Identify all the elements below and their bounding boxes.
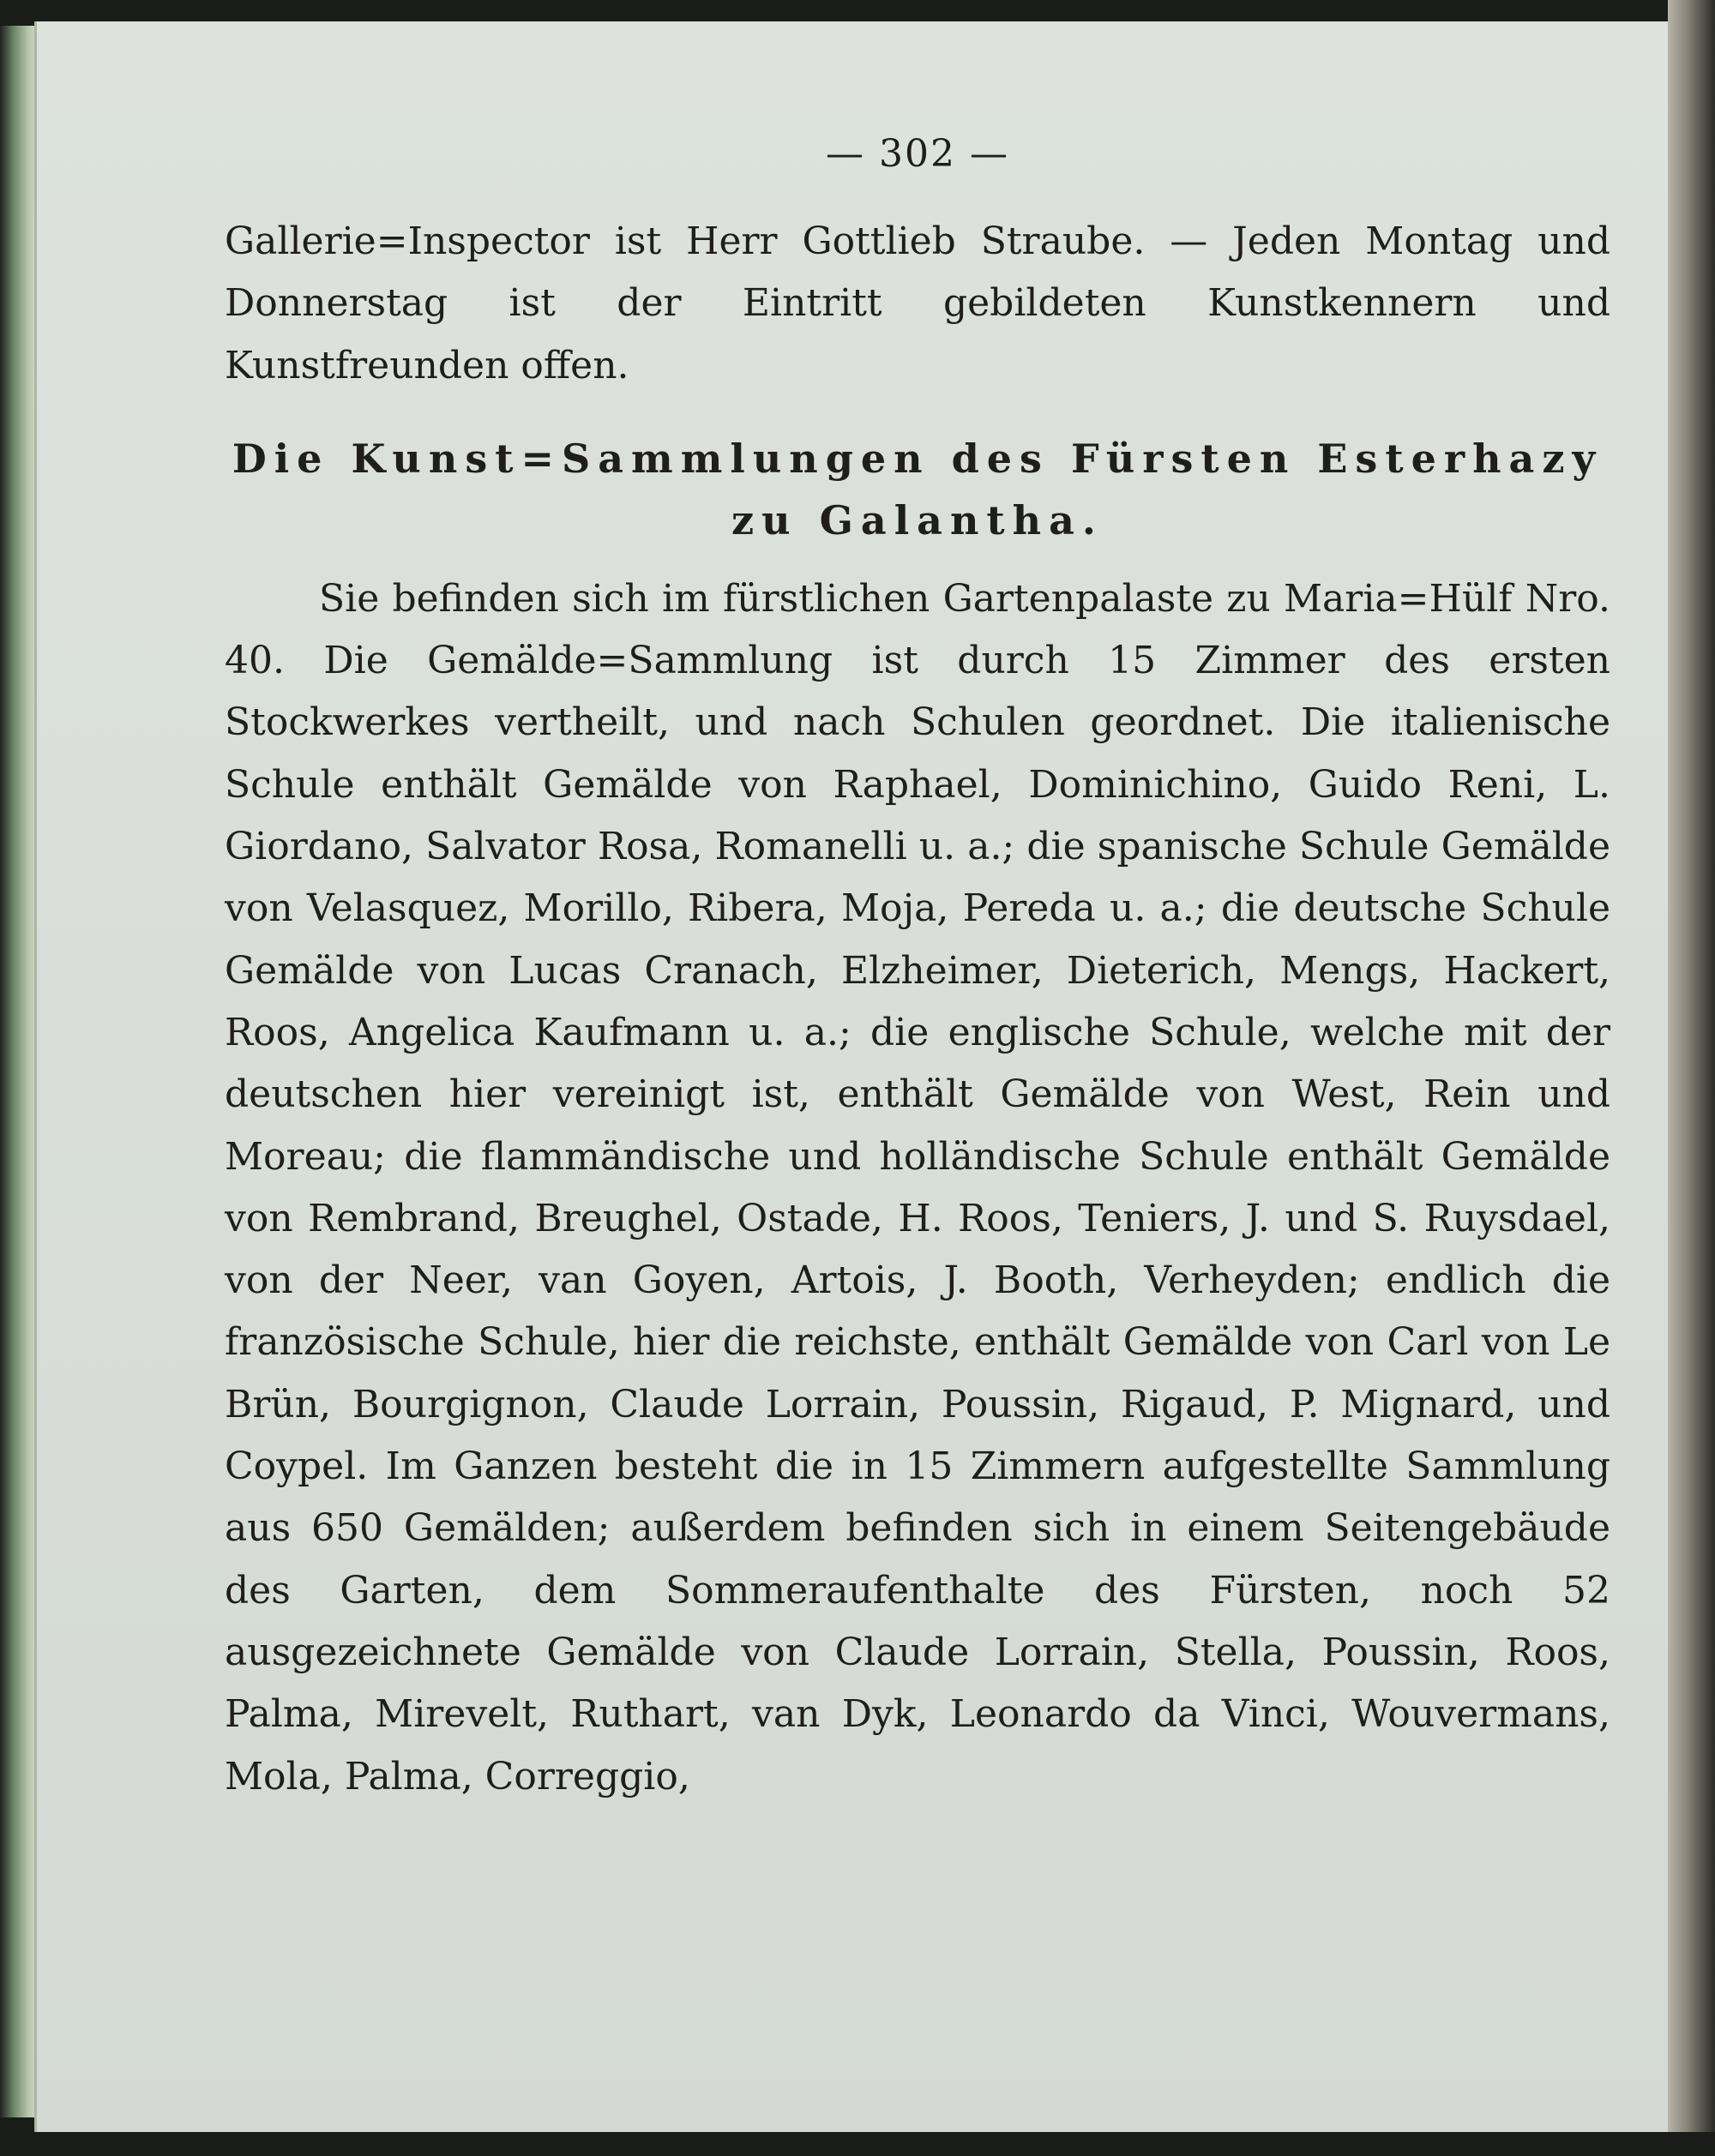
page-right-edge: [1668, 0, 1715, 2156]
bottom-edge: [0, 2132, 1715, 2156]
section-heading: [225, 428, 1610, 551]
page-text-block: [225, 129, 1610, 1808]
paragraph-gallery-inspector: Gallerie=Inspector ist Herr Gottlieb Straube. — Jeden Montag und Donnerstag ist der Eintritt gebildeten Kunstkennern und Kunstfreunden offen.: [225, 219, 1610, 387]
section-heading-line-1: Die Kunst=Sammlungen des Fürsten Esterhazy: [232, 435, 1604, 482]
section-heading-line-2: zu Galantha.: [731, 496, 1104, 544]
page-number: — 302 —: [826, 132, 1009, 176]
paragraph-collections: Sie befinden sich im fürstlichen Gartenpalaste zu Maria=Hülf Nro. 40. Die Gemälde=Sammlung ist durch 15 Zimmer des ersten Stockwerkes vertheilt, und nach Schulen geordnet. Die italienische Schule enthält Gemälde von Raphael, Dominichino, Guido Reni, L. Giordano, Salvator Rosa, Romanelli u. a.; die spanische Schule Gemälde von Velasquez, Morillo, Ribera, Moja, Pereda u. a.; die deutsche Schule Gemälde von Lucas Cranach, Elzheimer, Dieterich, Mengs, Hackert, Roos, Angelica Kaufmann u. a.; die englische Schule, welche mit der deutschen hier vereinigt ist, enthält Gemälde von West, Rein und Moreau; die flammändische und holländische Schule enthält Gemälde von Rembrand, Breughel, Ostade, H. Roos, Teniers, J. und S. Ruysdael, von der Neer, van Goyen, Artois, J. Booth, Verheyden; endlich die französische Schule, hier die reichste, enthält Gemälde von Carl von Le Brün, Bourgignon, Claude Lorrain, Poussin, Rigaud, P. Mignard, und Coypel. Im Ganzen besteht die in 15 Zimmern aufgestellte Sammlung aus 650 Gemälden; außerdem befinden sich in einem Seitengebäude des Garten, dem Sommeraufenthalte des Fürsten, noch 52 ausgezeichnete Gemälde von Claude Lorrain, Stella, Poussin, Roos, Palma, Mirevelt, Ruthart, van Dyk, Leonardo da Vinci, Wouvermans, Mola, Palma, Correggio,: [225, 576, 1610, 1799]
